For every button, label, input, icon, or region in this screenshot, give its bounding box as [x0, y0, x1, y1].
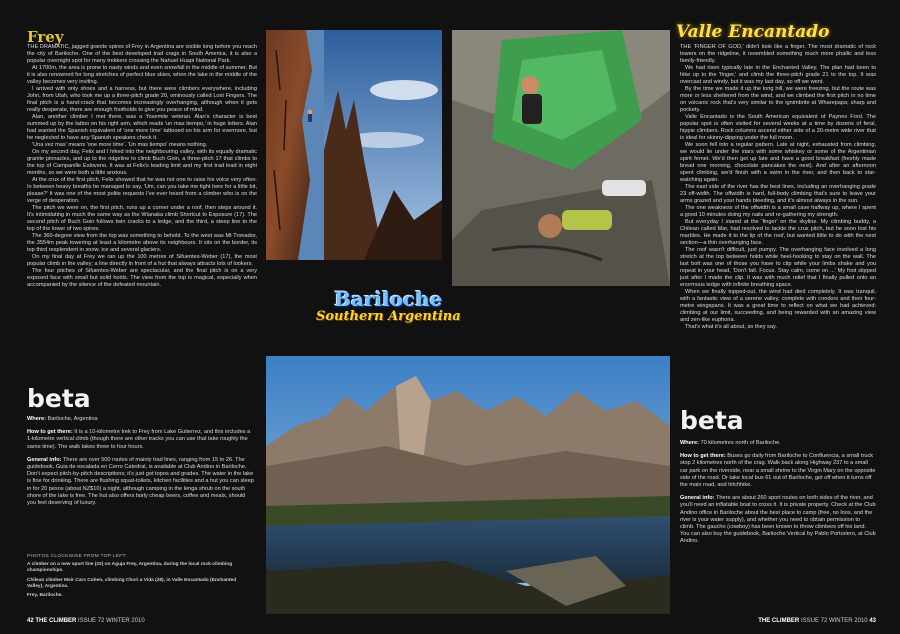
frey-article: [27, 44, 257, 289]
valle-paragraph: We soon fell into a regular pattern. Late at night, exhausted from climbing, we would lie under the stars with some whiskey or some of the Argentinian spirit fernet. We'd then get up late and have a good breakfast (freshly made bread one morning, chocolate pancakes the next). And after an afternoon spent climbing, we'd finish with a swim in the river, and then back to star-watching again.: [680, 142, 876, 183]
valle-paragraph: That's what it's all about, so they say.: [685, 324, 777, 330]
page-number: 42: [27, 618, 34, 624]
valle-paragraph: Valle Encantado is the South American equivalent of Paynes Ford. The popular spot is often visited for several weeks at a time by dozens of feral, hippie climbers. Rock columns ascend either side of a 30-metre wide river that is ideal for skinny-dipping under the full moon.: [680, 114, 876, 141]
frey-paragraph: On my final day at Frey we ran up the 100 metres of Sifuentes-Weber (17), the most popular climb in the valley; a line directly in front of a hut that always attracts lots of lookers.: [27, 254, 257, 267]
title-line-bariloche: Bariloche: [334, 287, 443, 311]
photo-frey-valley-lake: [266, 356, 670, 614]
frey-beta-title: beta: [27, 384, 91, 413]
frey-paragraph: On my second day, Felix and I hiked into the neighbouring valley, with its equally dramatic granite pinnacles, and up to the ridgeline to climb Buch Goin, a three-pitch 17 that climbs to the top of Campanille Esloveno. It was at Felix's leading limit and my first trad lead in eight months, so we were both a little anxious.: [27, 149, 257, 176]
beta-label: Where:: [680, 440, 699, 446]
captions-title: PHOTOS CLOCKWISE FROM TOP LEFT:: [27, 554, 127, 559]
frey-paragraph: I arrived with only shoes and a harness, but there were climbers everywhere, including John, from Utah, who took me up a three-pitch grade 20, ominously called Lost Fingers. The final pitch is a hand-crack that becomes increasingly overhanging, although when it gets really desperate, there are enough footholds to give you peace of mind.: [27, 86, 257, 113]
frey-paragraph: The pitch we were on, the first pitch, runs up a corner under a roof, then steps around it. It's intimidating in much the same way as the Wianaka climb Shortcut to Exposure (17). The second pitch of Buch Goin follows twin cracks to a ledge, and the third, a steep line to the top of the lower of two spires.: [27, 205, 257, 232]
valle-beta-info: [680, 495, 876, 545]
valle-article: [680, 44, 876, 331]
valle-paragraph: But everyday I stared at the 'finger' on the skyline. My climbing buddy, a Chilean called Mar, had resolved to tackle the crux pitch, but he soon lost his marbles. He made it to the lip of the roof, but wanted little to do with the next section—a thin overhanging face.: [680, 219, 876, 246]
frey-paragraph: 'Una vez mas' means 'one more time'. 'Un mas tiempo' means nothing.: [32, 142, 208, 148]
valle-paragraph: We had risen typically late in the Enchanted Valley. The plan had been to hike up to the 'finger,' and climb the three-pitch grade 21 to the top. It was overcast and windy, but it was my last day, so off we went.: [680, 65, 876, 85]
beta-text: There are over 500 routes of mainly trad lines, ranging from 15 to 26. The guidebook, Guia de escalada en Cerro Catedral, is available at Club Andino in Bariloche. Don't expect pitch-by-pitch descriptions; it's just got topos and grades. The water in the lake is fine for drinking. There are flushing squat-toilets, kitchen facilities and a hut you can sleep in for 20 pesos (about NZ$10) a night, although camping in the lenga shrub on the south shore of the lake is free. The hut also offers fairly cheap beers, coffee and meals, should you feel deserving of luxury.: [27, 456, 254, 507]
frey-paragraph: At 1700m, the area is prone to nasty winds and even snowfall in the middle of summer. But it is also renowned for long stretches of perfect blue skies, when the lake in the middle of the valley becomes very inviting.: [27, 65, 257, 85]
photo-frey-spire: [266, 30, 324, 260]
valle-beta-getting: [680, 453, 876, 489]
beta-text: Buses go daily from Bariloche to Confluencia, a small truck stop 2 kilometres north of the crag. Walk back along Highway 237 to a small car park on the riverside, near a small shrine to the Virgin Mary on the opposite side of the road. Or take local bus 61 out of Bariloche, get off when it turns off the main road, and hitchhike.: [680, 453, 876, 489]
beta-label: General info:: [680, 495, 715, 502]
footer-left: [27, 618, 145, 624]
title-line-region: Southern Argentina: [316, 309, 461, 324]
valle-paragraph: THE 'FINGER OF GOD,' didn't look like a finger. The most dramatic of rock towers on the ridgeline, it resembled something much more phallic and less family-friendly.: [680, 44, 876, 64]
valle-heading: Valle Encantado: [676, 22, 830, 42]
beta-label: How to get there:: [27, 429, 73, 436]
page-number: 43: [869, 618, 876, 624]
bariloche-title: [316, 287, 461, 324]
beta-text: 70 kilometres north of Bariloche.: [698, 440, 781, 446]
frey-paragraph: The 360-degree view from the top was something to behold. To the west was Mt Tronador, the 3554m peak towering at least a kilometre above its neighbours. It sits on the border, its top third resplendent in snow, ice and several glaciers.: [27, 233, 257, 253]
issue-info: ISSUE 72 WINTER 2010: [800, 618, 868, 624]
magazine-name: THE CLIMBER: [758, 618, 800, 624]
beta-label: General info:: [27, 456, 62, 463]
photo-valle-climber: [452, 30, 670, 286]
caption: Chilean climber Meir Cars Cohen, climbing Chori a Vida (28), in Valle Encantado (Enchanted Valley), Argentina.: [27, 577, 237, 589]
beta-text: It is a 10-kilometre trek to Frey from Lake Gutierrez, and this includes a 1-kilometre vertical climb (though there are other tracks you can use that take roughly the same time). The walk takes three to four hours.: [27, 429, 251, 450]
caption: A climber on a new sport line (22) on Aguja Frey, Argentina, during the local rock-climbing championships.: [27, 562, 233, 574]
valle-paragraph: The roof wasn't difficult, just pumpy. The overhanging face involved a long stretch at the top between holds while heel-hooking to stay on the wall. The last bolt was one of those you have to clip while your limbs shake and you repeat in your head, 'Don't fall. Focus. Stay calm, come on ...' My foot slipped just after I made the clip. It was with much relief that I finally pulled onto an enormous ledge with infinite breathing space.: [680, 247, 876, 288]
photo-captions: [27, 554, 249, 602]
beta-label: Where:: [27, 416, 46, 422]
frey-paragraph: THE DRAMATIC, jagged granite spires of Frey in Argentina are visible long before you reach the city of Bariloche. One of the best developed trad crags in South America, it is also a popular overnight spot for many trekkers crossing the Nahuel Huapi National Park.: [27, 44, 257, 64]
photo-frey-spires-sky: [324, 30, 442, 260]
footer-right: [758, 618, 876, 624]
beta-text: Bariloche, Argentina: [45, 416, 98, 422]
frey-beta: [27, 416, 255, 513]
caption: Frey, Bariloche.: [27, 593, 63, 599]
valle-beta-title: beta: [680, 406, 744, 435]
frey-beta-info: [27, 457, 255, 507]
valle-beta-where: [680, 440, 876, 447]
frey-paragraph: Alan, another climber I met there, was a Yosemite veteran. Alan's character is best summed up by the tattoo on his right arm, which reads 'un mas tiempo,' in huge letters. Alan had wanted the Spanish equivalent of 'one more time' tattooed on his arm for evermore, but he neglected to have any Spanish speakers check it.: [27, 114, 257, 141]
beta-label: How to get there:: [680, 453, 726, 460]
frey-beta-where: [27, 416, 255, 423]
frey-heading: Frey: [27, 28, 64, 46]
magazine-name: THE CLIMBER: [35, 618, 77, 624]
issue-info: ISSUE 72 WINTER 2010: [78, 618, 145, 624]
valle-beta: [680, 440, 876, 552]
valle-paragraph: When we finally topped-out, the wind had died completely. It was tranquil, with a fantastic view of a serene valley, complete with condors and their four-metre wingspans. It was a great time to reflect on what we had achieved: climbing at our limit, succeeding, and being rewarded with an amazing view and zen-like euphoria.: [680, 289, 876, 323]
frey-paragraph: The four pitches of Sifuentes-Weber are spectacular, and the final pitch is on a very exposed face with small but solid holds. The view from the top is magical, especially when accompanied by the silence of the defeated mountain.: [27, 268, 257, 288]
valle-paragraph: By the time we made it up the long hill, we were freezing, but the route was more or less sheltered from the wind, and we climbed the first pitch in no time on volcanic rock that's very similar to the ignimbrite at Wharepapa; sharp and pockety.: [680, 86, 876, 113]
frey-beta-getting: [27, 429, 255, 451]
beta-text: There are about 260 sport routes on both sides of the river, and you'll need an inflatable boat to cross it. It is private property. Check at the Club Andino office in Bariloche about the best place to camp (free, no loos, and the river is your water supply), and whether you need to obtain permission to climb. The gaucho (cowboy) has been known to throw climbers off his land. You can also buy the guidebook, Bariloche Vertical by Pablo Portoriero, at Club Andino.: [680, 495, 876, 545]
frey-paragraph: At the crux of the first pitch, Felix showed that he was not one to raise his voice very often. In between heavy breaths he managed to say, 'Um, can you take me tight here for a little bit, please?' It was one of the most polite requests I've ever heard from a climber who is on the verge of desperation.: [27, 177, 257, 204]
valle-paragraph: The east side of the river has the best lines, including an overhanging grade 23 off-width. The offwidth is hard, full-body climbing that's sure to leave your arms grazed and your hands bleeding, and it's almost always in the sun.: [680, 184, 876, 204]
valle-paragraph: The one weakness of the offwidth is a small cave halfway up, where I spent a good 10 minutes doing my nails and re-gathering my strength.: [680, 205, 876, 218]
